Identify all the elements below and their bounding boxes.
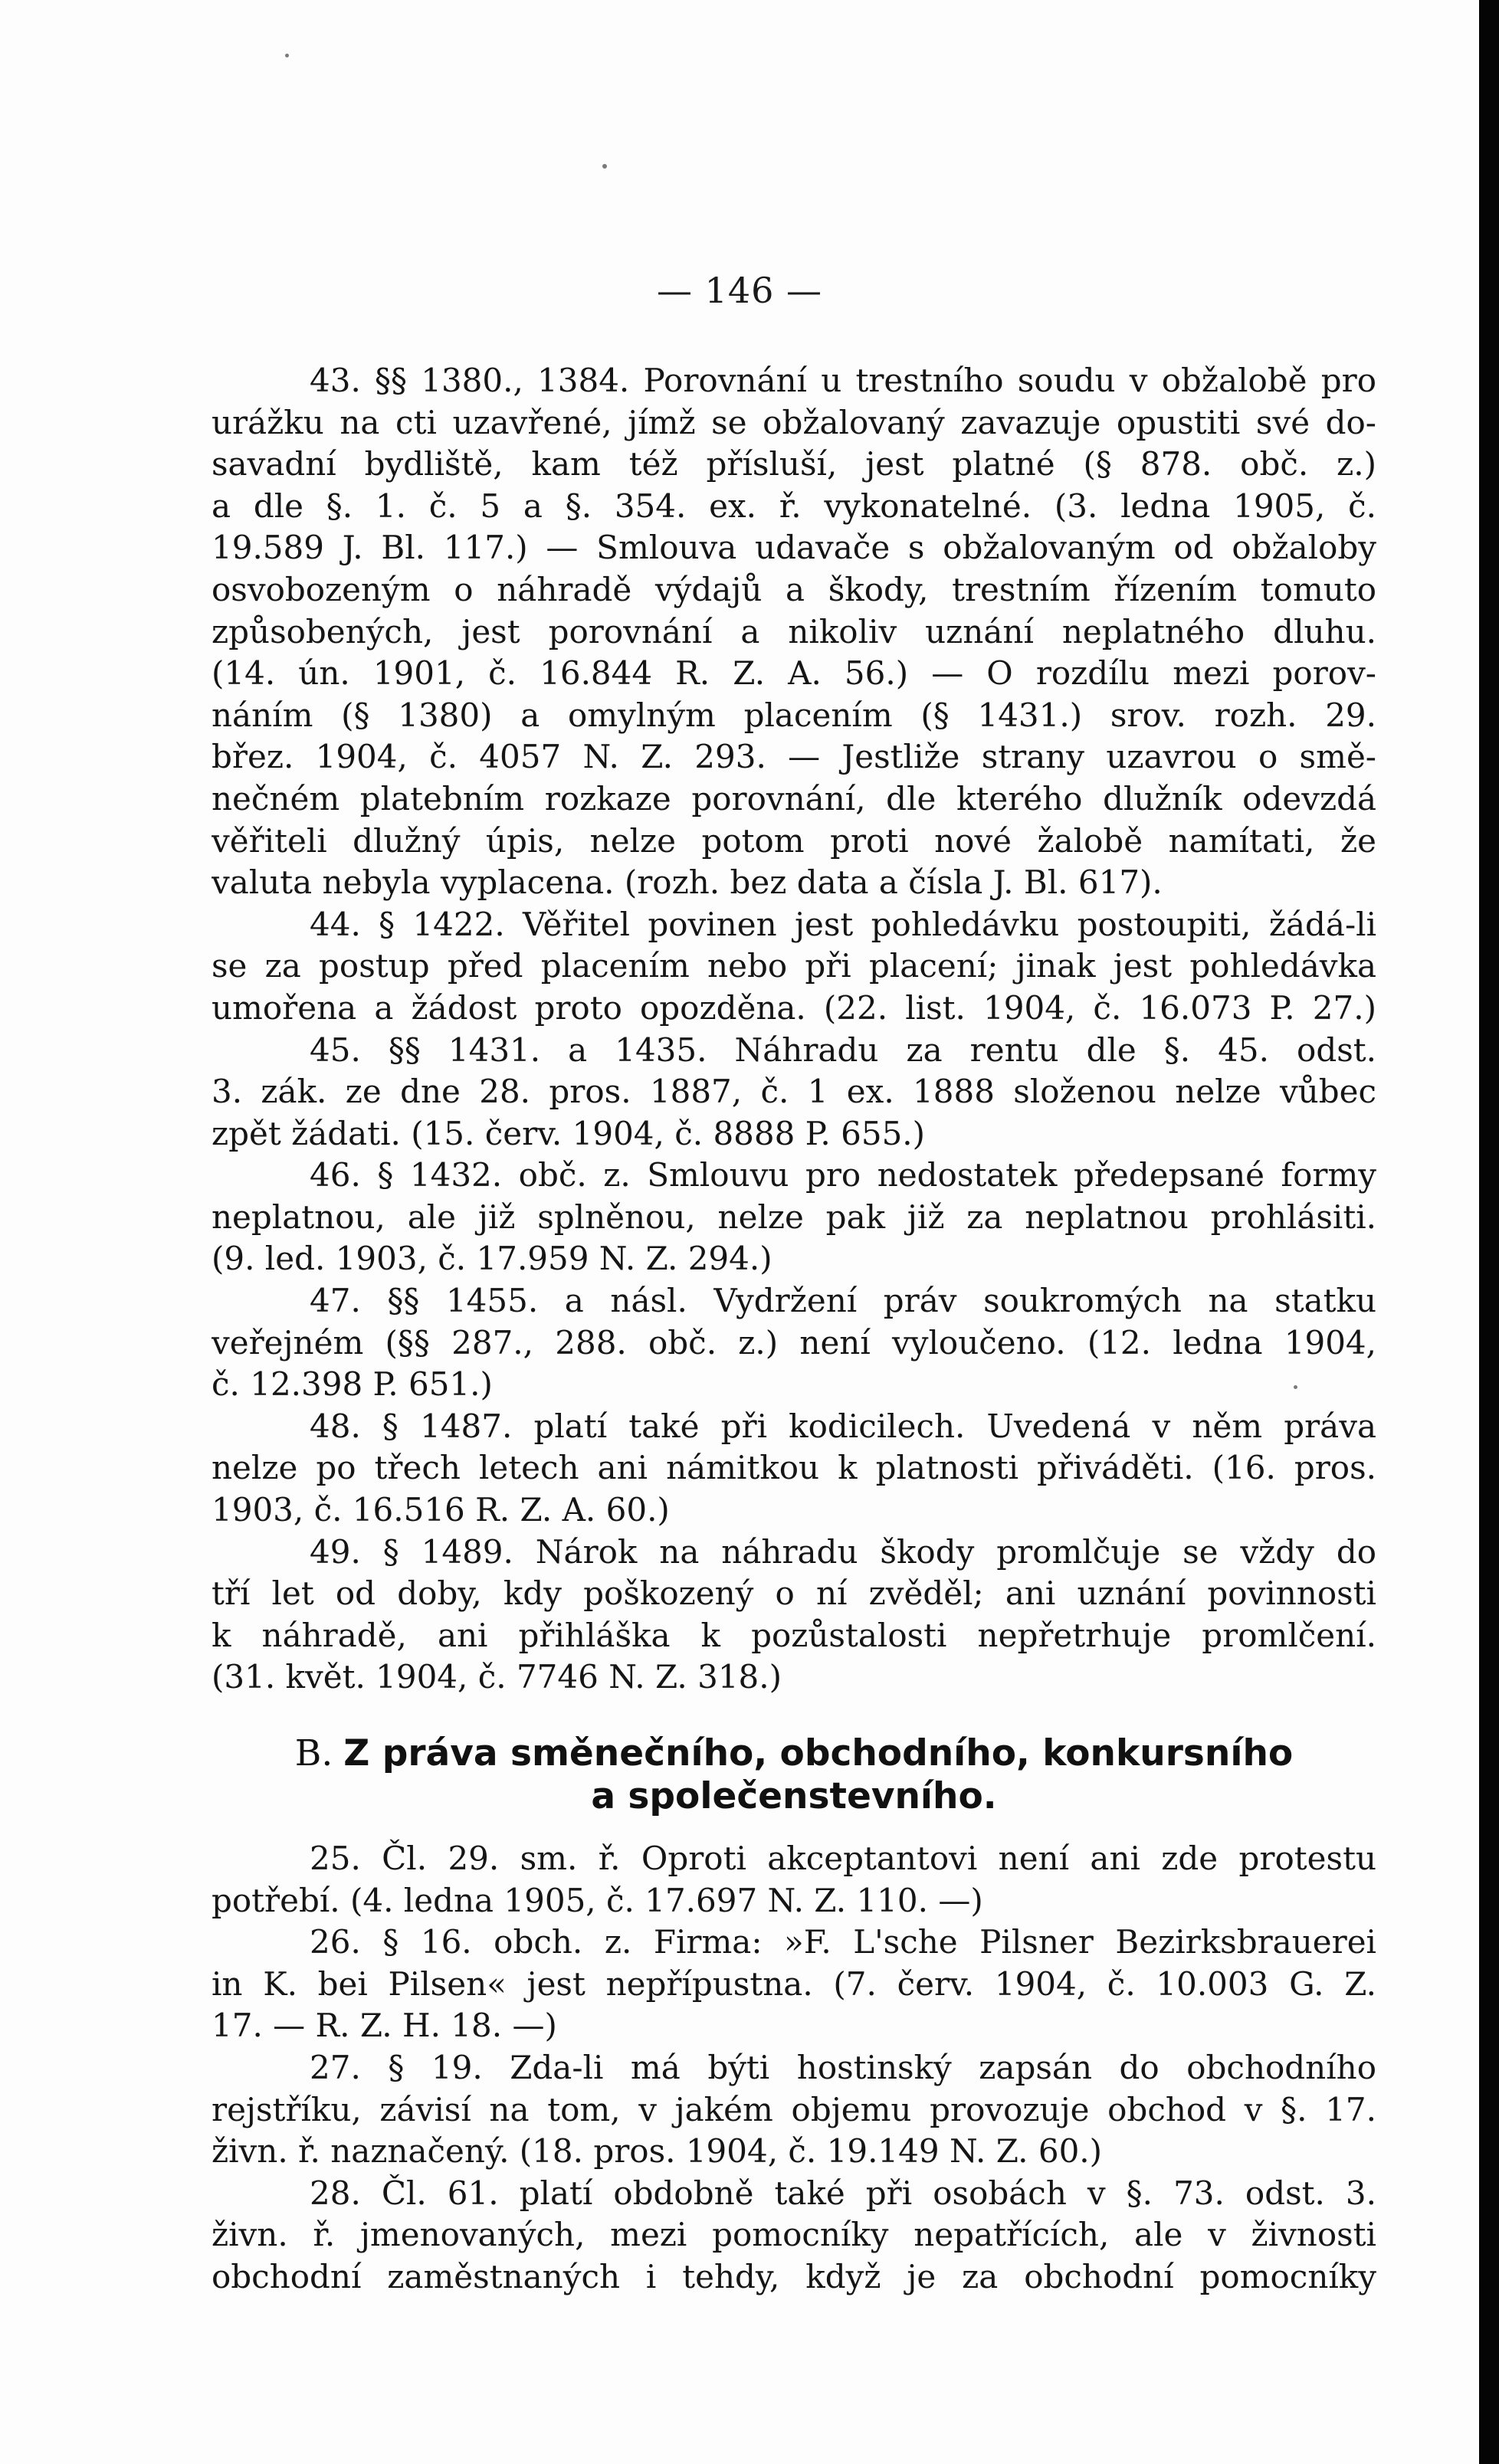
text-line: 44. § 1422. Věřitel povinen jest pohledávku postoupiti, žádá-li <box>310 905 1376 943</box>
text-line: 27. § 19. Zda-li má býti hostinský zapsán do obchodního <box>310 2048 1376 2086</box>
text-line: (14. ún. 1901, č. 16.844 R. Z. A. 56.) — O rozdílu mezi porov- <box>212 654 1376 693</box>
paragraph-43 <box>212 360 1376 904</box>
paragraph-45 <box>212 1030 1376 1155</box>
text-line: živn. ř. naznačený. (18. pros. 1904, č. 19.149 N. Z. 60.) <box>212 2132 1103 2171</box>
paragraph-46 <box>212 1155 1376 1280</box>
text-line: břez. 1904, č. 4057 N. Z. 293. — Jestliže strany uzavrou o smě- <box>212 738 1376 776</box>
section-title-line-2: a společenstevního. <box>591 1775 997 1817</box>
text-line: nelze po třech letech ani námitkou k platnosti přiváděti. (16. pros. <box>212 1449 1376 1487</box>
text-line: 26. § 16. obch. z. Firma: »F. L'sche Pilsner Bezirksbrauerei <box>310 1923 1376 1961</box>
text-line: 45. §§ 1431. a 1435. Náhradu za rentu dle §. 45. odst. <box>310 1030 1376 1069</box>
text-line: 19.589 J. Bl. 117.) — Smlouva udavače s obžalovaným od obžaloby <box>212 529 1376 567</box>
text-line: obchodní zaměstnaných i tehdy, když je za obchodní pomocníky <box>212 2257 1376 2295</box>
text-line: 48. § 1487. platí také při kodicilech. Uvedená v něm práva <box>310 1407 1376 1445</box>
section-letter: B. <box>294 1732 333 1774</box>
text-line: se za postup před placením nebo při placení; jinak jest pohledávka <box>212 947 1376 985</box>
text-line: 1903, č. 16.516 R. Z. A. 60.) <box>212 1491 670 1529</box>
text-line: 43. §§ 1380., 1384. Porovnání u trestního soudu v obžalobě pro <box>310 362 1376 399</box>
text-line: živn. ř. jmenovaných, mezi pomocníky nepatřících, ale v živnosti <box>212 2216 1376 2254</box>
dust-speck <box>602 164 607 169</box>
dust-speck <box>285 54 289 57</box>
text-line: 49. § 1489. Nárok na náhradu škody promlčuje se vždy do <box>310 1532 1376 1571</box>
paragraph-44 <box>212 904 1376 1030</box>
text-line: osvobozeným o náhradě výdajů a škody, trestním řízením tomuto <box>212 570 1376 608</box>
text-line: umořena a žádost proto opozděna. (22. list. 1904, č. 16.073 P. 27.) <box>212 988 1376 1027</box>
text-line: in K. bei Pilsen« jest nepřípustna. (7. červ. 1904, č. 10.003 G. Z. <box>212 1964 1376 2003</box>
text-line: (31. květ. 1904, č. 7746 N. Z. 318.) <box>212 1658 782 1696</box>
text-line: tří let od doby, kdy poškozený o ní zvěděl; ani uznání povinnosti <box>212 1574 1376 1613</box>
scan-border-right <box>1479 0 1499 2464</box>
text-line: urážku na cti uzavřené, jímž se obžalovaný zavazuje opustiti své do- <box>212 403 1376 441</box>
body-text <box>212 360 1376 2299</box>
text-line: 46. § 1432. obč. z. Smlouvu pro nedostatek předepsané formy <box>310 1156 1376 1194</box>
text-line: veřejném (§§ 287., 288. obč. z.) není vyloučeno. (12. ledna 1904, <box>212 1323 1376 1361</box>
text-line: 3. zák. ze dne 28. pros. 1887, č. 1 ex. 1888 složenou nelze vůbec <box>212 1073 1376 1111</box>
spacer <box>212 1818 1376 1838</box>
paragraph-47 <box>212 1280 1376 1406</box>
paragraph-28 <box>212 2173 1376 2299</box>
text-line: rejstříku, závisí na tom, v jakém objemu provozuje obchod v §. 17. <box>212 2090 1376 2128</box>
text-line: potřebí. (4. ledna 1905, č. 17.697 N. Z. 110. —) <box>212 1881 983 1919</box>
section-title-line-1: Z práva směnečního, obchodního, konkursního <box>343 1732 1294 1774</box>
text-line: zpět žádati. (15. červ. 1904, č. 8888 P. 655.) <box>212 1114 926 1152</box>
text-line: nečném platebním rozkaze porovnání, dle kterého dlužník odevzdá <box>212 779 1376 818</box>
text-line: způsobených, jest porovnání a nikoliv uznání neplatného dluhu. <box>212 612 1376 650</box>
paragraph-25 <box>212 1838 1376 1922</box>
text-line: náním (§ 1380) a omylným placením (§ 1431.) srov. rozh. 29. <box>212 696 1376 734</box>
text-line: 17. — R. Z. H. 18. —) <box>212 2007 557 2045</box>
text-line: (9. led. 1903, č. 17.959 N. Z. 294.) <box>212 1240 772 1278</box>
paragraph-48 <box>212 1406 1376 1532</box>
text-line: a dle §. 1. č. 5 a §. 354. ex. ř. vykonatelné. (3. ledna 1905, č. <box>212 487 1376 525</box>
text-line: 47. §§ 1455. a násl. Vydržení práv soukromých na statku <box>310 1282 1376 1320</box>
text-line: 25. Čl. 29. sm. ř. Oproti akceptantovi není ani zde protestu <box>310 1840 1376 1877</box>
text-line: č. 12.398 P. 651.) <box>212 1365 493 1404</box>
section-heading <box>212 1732 1376 1775</box>
paragraph-27 <box>212 2047 1376 2173</box>
text-line: věřiteli dlužný úpis, nelze potom proti nové žalobě namítati, že <box>212 821 1376 860</box>
spacer <box>212 1699 1376 1732</box>
paragraph-26 <box>212 1922 1376 2047</box>
text-line: neplatnou, ale již splněnou, nelze pak již za neplatnou prohlásiti. <box>212 1198 1376 1236</box>
text-line: savadní bydliště, kam též přísluší, jest platné (§ 878. obč. z.) <box>212 445 1376 483</box>
paragraph-49 <box>212 1532 1376 1699</box>
section-heading-continued <box>212 1775 1376 1818</box>
text-line: valuta nebyla vyplacena. (rozh. bez data a čísla J. Bl. 617). <box>212 863 1163 902</box>
text-line: 28. Čl. 61. platí obdobně také při osobách v §. 73. odst. 3. <box>310 2174 1376 2212</box>
text-line: k náhradě, ani přihláška k pozůstalosti nepřetrhuje promlčení. <box>212 1616 1376 1654</box>
page-number: — 146 — <box>656 270 823 311</box>
